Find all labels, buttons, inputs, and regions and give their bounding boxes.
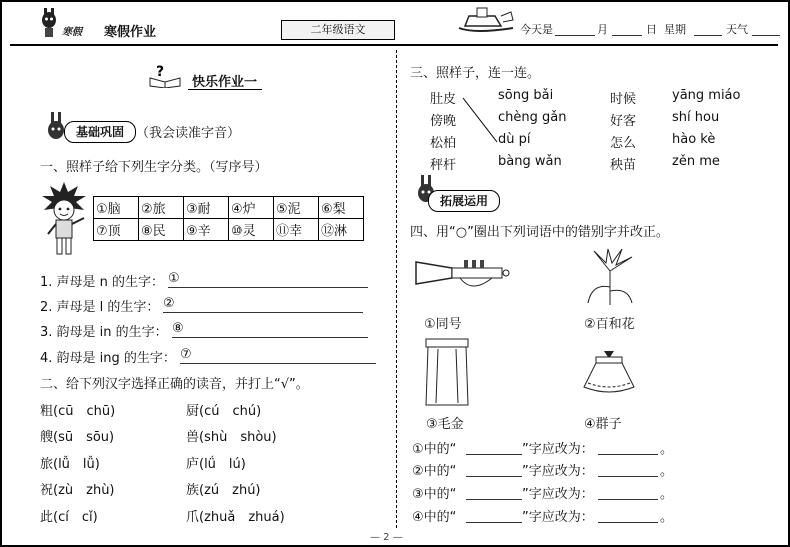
fix-line-end: 。 — [660, 510, 674, 525]
lily-flower-icon — [582, 247, 638, 309]
mascot-logo-icon — [36, 8, 62, 42]
char-cell: ⑥梨 — [319, 197, 364, 219]
lesson-title-underline — [188, 89, 262, 90]
pinyin-choice: 祝(zù zhù) — [40, 483, 115, 498]
q1-line-answer: ⑧ — [172, 321, 184, 336]
q1-line-label: 4. 韵母是 ing 的生字： — [40, 351, 176, 366]
match-word: 秧苗 — [610, 158, 637, 173]
skirt-icon — [580, 347, 638, 403]
fix-line-prefix: ①中的“ — [412, 442, 457, 457]
lesson-title: 快乐作业一 — [192, 75, 258, 90]
weather-blank[interactable] — [752, 35, 780, 36]
pinyin-choice: 兽(shù shòu) — [186, 430, 277, 445]
char-cell: ⑪幸 — [274, 219, 319, 241]
q4-title: 四、用“○”圈出下列词语中的错别字并改正。 — [410, 225, 669, 240]
answer-line[interactable] — [163, 312, 363, 313]
char-cell: ③耐 — [184, 197, 229, 219]
fix-line-prefix: ③中的“ — [412, 487, 457, 502]
fix-line-prefix: ④中的“ — [412, 510, 457, 525]
match-word: 松柏 — [430, 136, 457, 151]
correction-blank[interactable] — [598, 499, 658, 500]
correction-blank[interactable] — [598, 476, 658, 477]
header-rule — [10, 44, 778, 46]
pinyin-choice: 厨(cú chú) — [186, 404, 262, 419]
wrong-char-blank[interactable] — [466, 476, 522, 477]
pinyin-choice: 旅(lǚ lǚ) — [40, 457, 100, 472]
pinyin-choice: 此(cí cǐ) — [40, 510, 98, 525]
fix-line-mid: ”字应改为： — [522, 510, 594, 525]
pinyin-choice: 爪(zhuǎ zhuá) — [186, 510, 285, 525]
match-pinyin: hào kè — [672, 132, 716, 147]
q3-title: 三、照样子，连一连。 — [410, 66, 541, 81]
char-grid — [93, 196, 364, 241]
match-pinyin: dù pí — [498, 132, 531, 147]
picture-caption: ②百和花 — [584, 317, 635, 332]
month-blank[interactable] — [555, 35, 595, 36]
q1-line-label: 1. 声母是 n 的生字： — [40, 275, 165, 290]
fix-line-mid: ”字应改为： — [522, 487, 594, 502]
day-blank[interactable] — [612, 35, 642, 36]
subject-box — [281, 20, 395, 40]
char-cell: ⑫淋 — [319, 219, 364, 241]
correction-blank[interactable] — [598, 522, 658, 523]
wrong-char-blank[interactable] — [466, 499, 522, 500]
match-word: 怎么 — [610, 136, 637, 151]
svg-text:?: ? — [156, 64, 165, 80]
example-connect-line — [455, 90, 505, 150]
wrong-char-blank[interactable] — [466, 522, 522, 523]
section-badge-basics: 基础巩固 — [64, 121, 136, 143]
char-cell: ④炉 — [229, 197, 274, 219]
char-cell: ⑧民 — [139, 219, 184, 241]
fix-line-mid: ”字应改为： — [522, 464, 594, 479]
boy-cartoon-icon — [40, 182, 88, 264]
header-title: 寒假作业 — [104, 25, 157, 40]
answer-line[interactable] — [172, 337, 368, 338]
match-word: 傍晚 — [430, 114, 457, 129]
picture-caption: ①同号 — [424, 317, 462, 332]
fix-line-mid: ”字应改为： — [522, 442, 594, 457]
column-divider — [396, 50, 397, 528]
answer-line[interactable] — [180, 363, 376, 364]
q2-title: 二、给下列汉字选择正确的读音，并打上“√”。 — [40, 377, 309, 392]
section-badge-extension: 拓展运用 — [428, 190, 500, 212]
match-word: 肚皮 — [430, 92, 457, 107]
match-pinyin: zěn me — [672, 154, 720, 169]
match-word: 秤杆 — [430, 158, 457, 173]
weekday-label: 星期 — [664, 23, 686, 36]
weather-label: 天气 — [726, 23, 748, 36]
wrong-char-blank[interactable] — [466, 454, 522, 455]
subject-label: 二年级语文 — [310, 23, 366, 36]
day-label: 日 — [646, 23, 657, 36]
char-cell: ②旅 — [139, 197, 184, 219]
weekday-blank[interactable] — [694, 35, 722, 36]
pinyin-choice: 粗(cū chū) — [40, 404, 116, 419]
char-cell: ①脑 — [94, 197, 139, 219]
match-pinyin: yāng miáo — [672, 88, 741, 103]
char-cell: ⑨辛 — [184, 219, 229, 241]
fix-line-end: 。 — [660, 464, 674, 479]
match-word: 时候 — [610, 92, 637, 107]
today-label: 今天是 — [520, 23, 553, 36]
picture-caption: ④群子 — [584, 417, 622, 432]
pinyin-choice: 艘(sū sōu) — [40, 430, 115, 445]
logo-wordmark: 寒假 — [62, 27, 82, 38]
page-number: — 2 — — [370, 532, 403, 543]
q1-line-label: 2. 声母是 l 的生字： — [40, 300, 160, 315]
q1-line-answer: ⑦ — [180, 347, 192, 362]
book-icon — [148, 62, 182, 92]
char-cell: ⑤泥 — [274, 197, 319, 219]
month-label: 月 — [597, 23, 608, 36]
match-pinyin: bàng wǎn — [498, 154, 562, 169]
pinyin-choice: 族(zú zhú) — [186, 483, 261, 498]
towel-icon — [422, 337, 472, 413]
q1-title: 一、照样子给下列生字分类。（写序号） — [40, 160, 268, 175]
correction-blank[interactable] — [598, 454, 658, 455]
fix-line-end: 。 — [660, 442, 674, 457]
match-pinyin: sōng bǎi — [498, 88, 554, 103]
match-pinyin: shí hou — [672, 110, 720, 125]
section-note: （我会读准字音） — [136, 126, 241, 141]
q1-line-answer: ② — [163, 296, 175, 311]
sleigh-icon — [455, 6, 517, 38]
q1-line-answer: ① — [168, 271, 180, 286]
trumpet-icon — [412, 252, 512, 302]
match-pinyin: chèng gǎn — [498, 110, 567, 125]
fix-line-end: 。 — [660, 487, 674, 502]
char-cell: ⑦顶 — [94, 219, 139, 241]
char-cell: ⑩灵 — [229, 219, 274, 241]
fix-line-prefix: ②中的“ — [412, 464, 457, 479]
picture-caption: ③毛金 — [426, 417, 464, 432]
match-word: 好客 — [610, 114, 637, 129]
answer-line[interactable] — [168, 287, 368, 288]
q1-line-label: 3. 韵母是 in 的生字： — [40, 325, 168, 340]
pinyin-choice: 庐(lǘ lú) — [186, 457, 246, 472]
